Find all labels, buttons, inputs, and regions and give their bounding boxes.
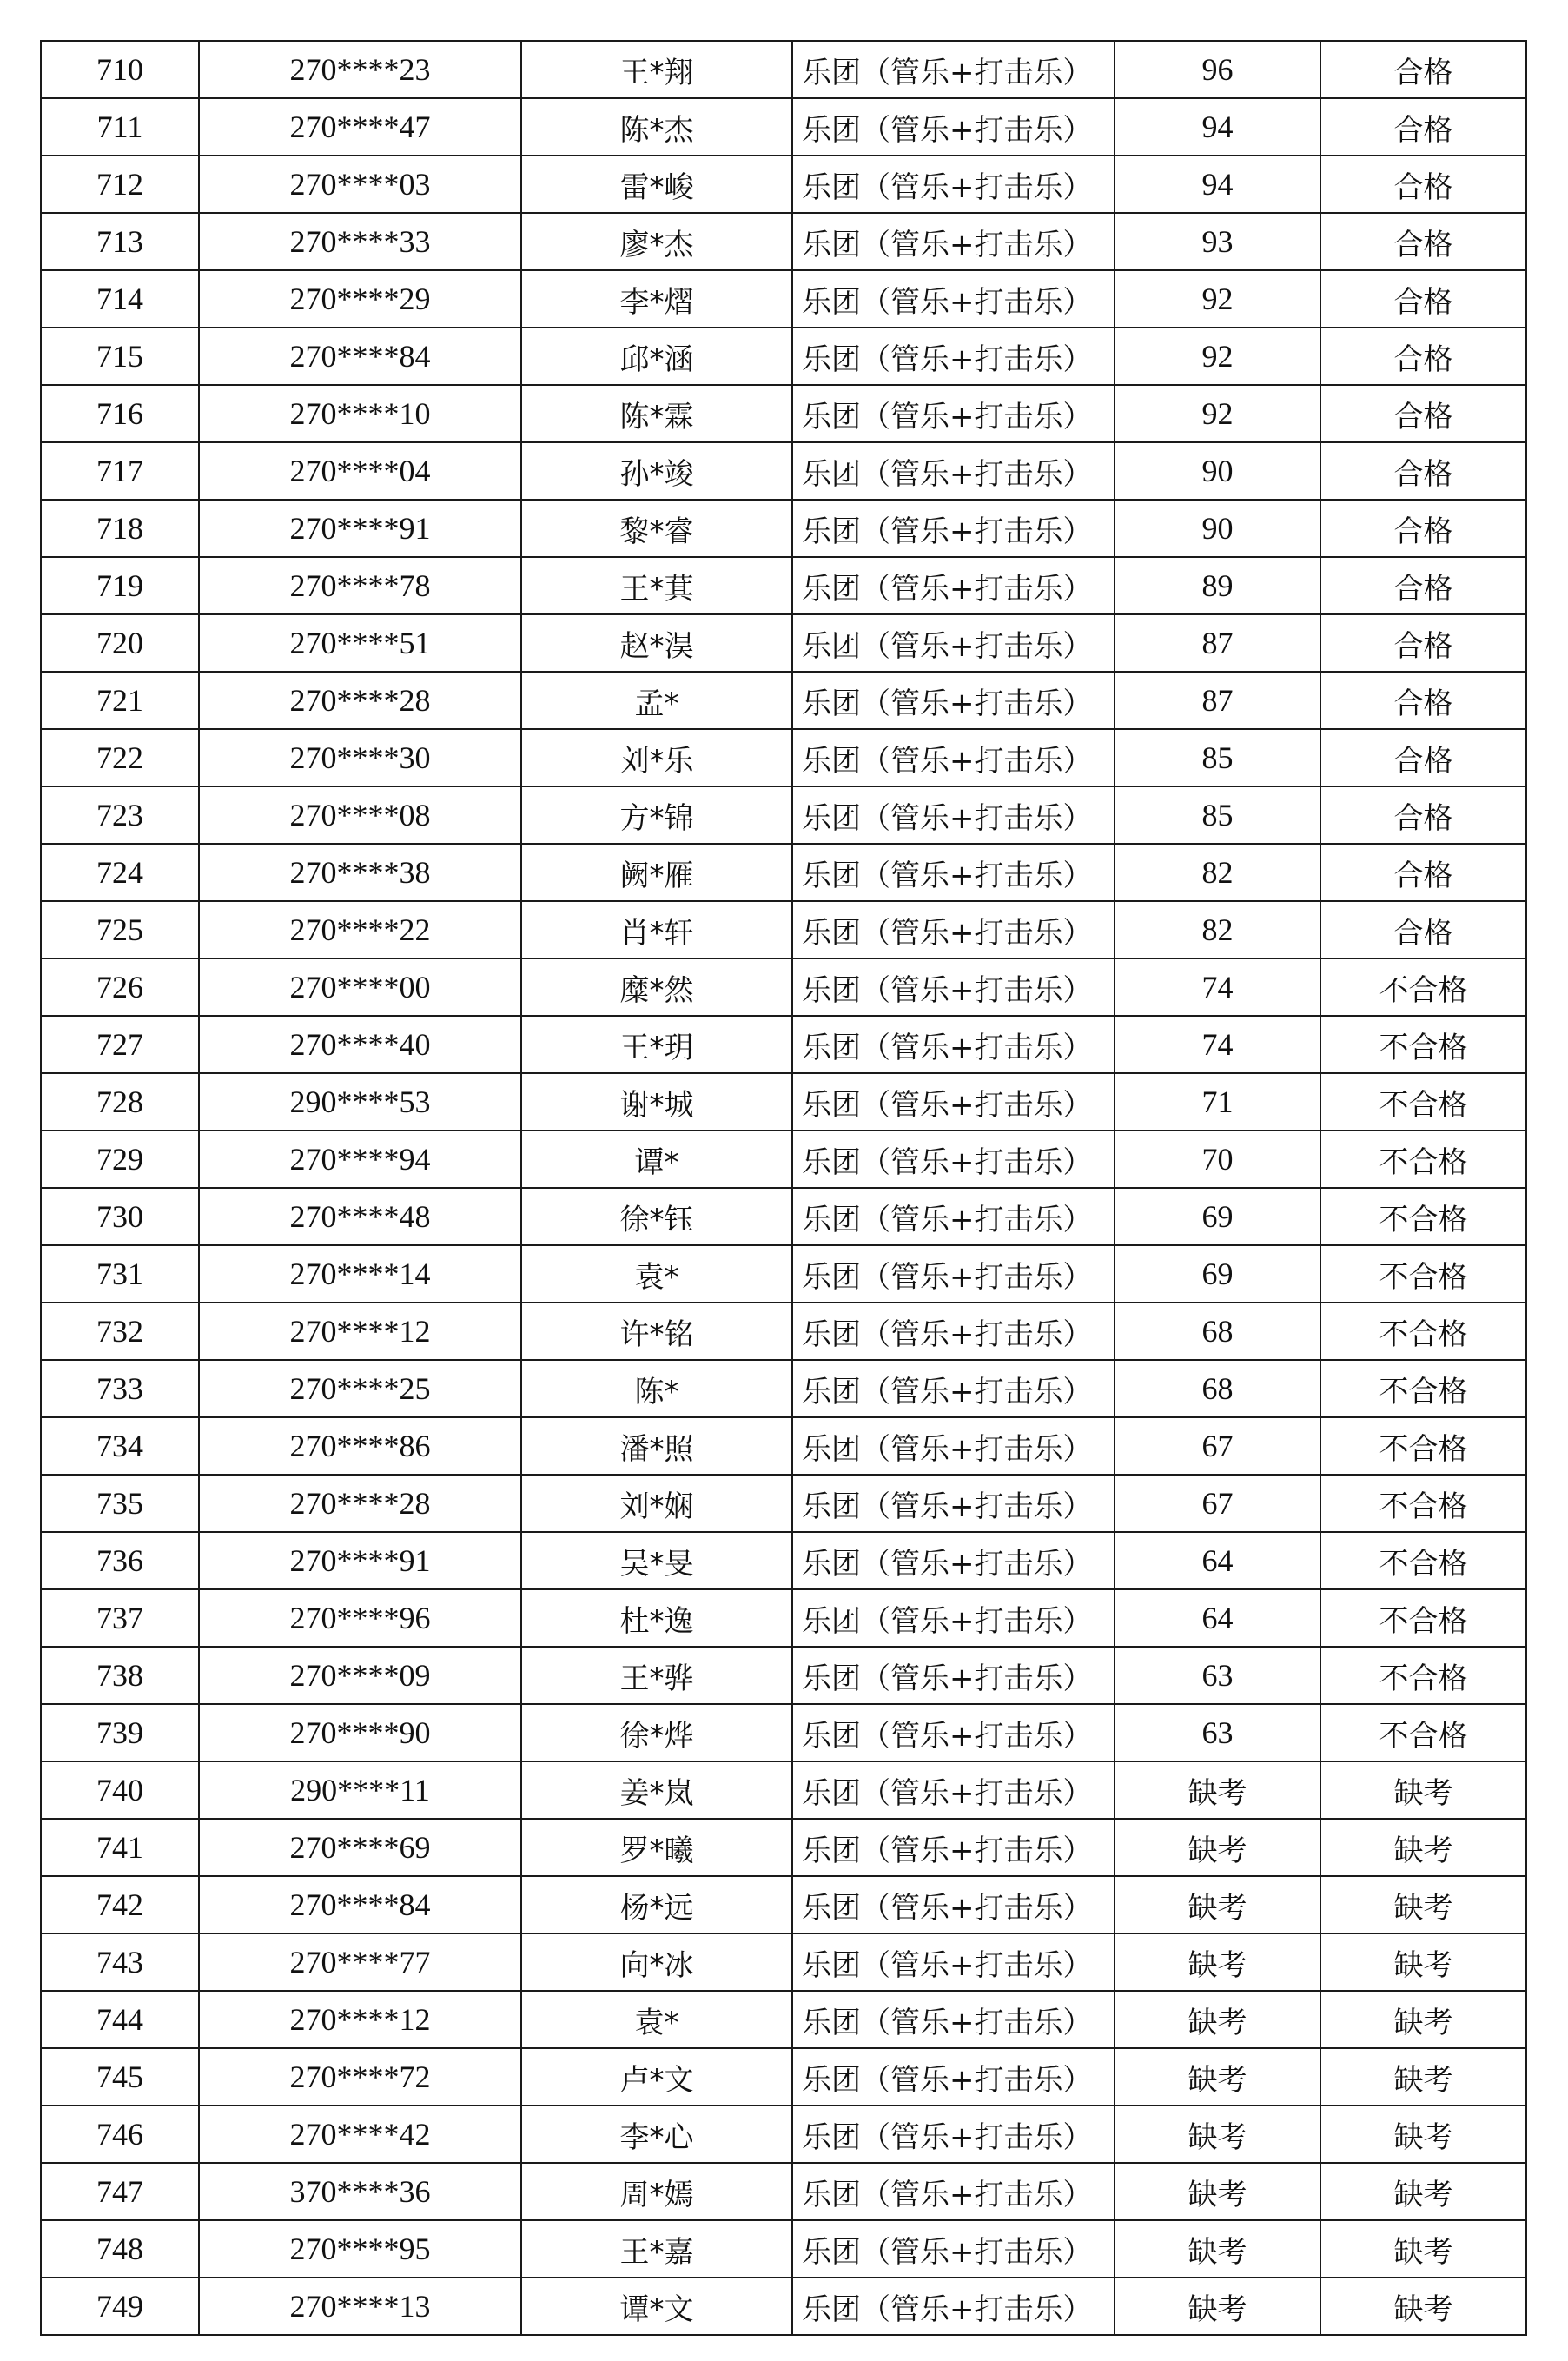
seq-cell: 729 <box>41 1131 199 1188</box>
score-cell: 94 <box>1115 156 1320 213</box>
name-cell: 吴*旻 <box>521 1532 792 1589</box>
result-cell: 不合格 <box>1320 1303 1526 1360</box>
id-cell: 270****30 <box>199 729 521 786</box>
seq-cell: 740 <box>41 1761 199 1819</box>
table-row <box>41 786 1526 844</box>
table-row <box>41 2048 1526 2106</box>
name-cell: 孟* <box>521 672 792 729</box>
seq-cell: 725 <box>41 901 199 958</box>
item-cell: 乐团（管乐+打击乐） <box>792 1819 1115 1876</box>
table-row <box>41 1245 1526 1303</box>
result-cell: 合格 <box>1320 328 1526 385</box>
score-cell: 74 <box>1115 1016 1320 1073</box>
id-cell: 270****51 <box>199 614 521 672</box>
score-cell: 64 <box>1115 1589 1320 1647</box>
name-cell: 李*熠 <box>521 270 792 328</box>
table-row <box>41 1532 1526 1589</box>
item-cell: 乐团（管乐+打击乐） <box>792 2278 1115 2335</box>
result-cell: 不合格 <box>1320 1188 1526 1245</box>
name-cell: 周*嫣 <box>521 2163 792 2220</box>
table-row <box>41 1417 1526 1475</box>
seq-cell: 738 <box>41 1647 199 1704</box>
item-cell: 乐团（管乐+打击乐） <box>792 2048 1115 2106</box>
id-cell: 270****28 <box>199 672 521 729</box>
result-cell: 不合格 <box>1320 1532 1526 1589</box>
result-cell: 不合格 <box>1320 1589 1526 1647</box>
score-cell: 69 <box>1115 1188 1320 1245</box>
seq-cell: 749 <box>41 2278 199 2335</box>
result-cell: 合格 <box>1320 385 1526 442</box>
item-cell: 乐团（管乐+打击乐） <box>792 1303 1115 1360</box>
score-cell: 70 <box>1115 1131 1320 1188</box>
seq-cell: 714 <box>41 270 199 328</box>
id-cell: 270****09 <box>199 1647 521 1704</box>
item-cell: 乐团（管乐+打击乐） <box>792 1704 1115 1761</box>
item-cell: 乐团（管乐+打击乐） <box>792 1647 1115 1704</box>
id-cell: 270****90 <box>199 1704 521 1761</box>
score-cell: 92 <box>1115 385 1320 442</box>
table-row <box>41 1073 1526 1131</box>
name-cell: 罗*曦 <box>521 1819 792 1876</box>
name-cell: 袁* <box>521 1245 792 1303</box>
id-cell: 270****08 <box>199 786 521 844</box>
name-cell: 王*骅 <box>521 1647 792 1704</box>
seq-cell: 728 <box>41 1073 199 1131</box>
score-cell: 87 <box>1115 614 1320 672</box>
name-cell: 赵*淏 <box>521 614 792 672</box>
score-cell: 缺考 <box>1115 1876 1320 1933</box>
seq-cell: 724 <box>41 844 199 901</box>
seq-cell: 715 <box>41 328 199 385</box>
item-cell: 乐团（管乐+打击乐） <box>792 156 1115 213</box>
name-cell: 黎*睿 <box>521 500 792 557</box>
result-cell: 缺考 <box>1320 2220 1526 2278</box>
item-cell: 乐团（管乐+打击乐） <box>792 557 1115 614</box>
result-cell: 不合格 <box>1320 1475 1526 1532</box>
score-cell: 缺考 <box>1115 2106 1320 2163</box>
result-cell: 合格 <box>1320 672 1526 729</box>
name-cell: 李*心 <box>521 2106 792 2163</box>
score-cell: 64 <box>1115 1532 1320 1589</box>
score-cell: 90 <box>1115 442 1320 500</box>
name-cell: 王*玥 <box>521 1016 792 1073</box>
table-row <box>41 1303 1526 1360</box>
id-cell: 270****47 <box>199 98 521 156</box>
score-cell: 85 <box>1115 729 1320 786</box>
table-row <box>41 1016 1526 1073</box>
name-cell: 糜*然 <box>521 958 792 1016</box>
item-cell: 乐团（管乐+打击乐） <box>792 2220 1115 2278</box>
result-cell: 合格 <box>1320 844 1526 901</box>
name-cell: 谭* <box>521 1131 792 1188</box>
score-cell: 85 <box>1115 786 1320 844</box>
id-cell: 270****91 <box>199 500 521 557</box>
item-cell: 乐团（管乐+打击乐） <box>792 1532 1115 1589</box>
id-cell: 270****72 <box>199 2048 521 2106</box>
seq-cell: 717 <box>41 442 199 500</box>
score-cell: 缺考 <box>1115 2278 1320 2335</box>
id-cell: 270****42 <box>199 2106 521 2163</box>
item-cell: 乐团（管乐+打击乐） <box>792 672 1115 729</box>
table-row <box>41 270 1526 328</box>
item-cell: 乐团（管乐+打击乐） <box>792 442 1115 500</box>
item-cell: 乐团（管乐+打击乐） <box>792 1475 1115 1532</box>
seq-cell: 733 <box>41 1360 199 1417</box>
score-cell: 82 <box>1115 844 1320 901</box>
id-cell: 270****78 <box>199 557 521 614</box>
item-cell: 乐团（管乐+打击乐） <box>792 385 1115 442</box>
item-cell: 乐团（管乐+打击乐） <box>792 1016 1115 1073</box>
item-cell: 乐团（管乐+打击乐） <box>792 1991 1115 2048</box>
score-cell: 缺考 <box>1115 1761 1320 1819</box>
seq-cell: 722 <box>41 729 199 786</box>
item-cell: 乐团（管乐+打击乐） <box>792 729 1115 786</box>
item-cell: 乐团（管乐+打击乐） <box>792 1933 1115 1991</box>
name-cell: 潘*照 <box>521 1417 792 1475</box>
seq-cell: 719 <box>41 557 199 614</box>
result-cell: 缺考 <box>1320 2048 1526 2106</box>
score-cell: 缺考 <box>1115 2220 1320 2278</box>
seq-cell: 711 <box>41 98 199 156</box>
table-row <box>41 672 1526 729</box>
seq-cell: 732 <box>41 1303 199 1360</box>
name-cell: 廖*杰 <box>521 213 792 270</box>
seq-cell: 745 <box>41 2048 199 2106</box>
name-cell: 谢*城 <box>521 1073 792 1131</box>
id-cell: 270****03 <box>199 156 521 213</box>
table-row <box>41 442 1526 500</box>
table-row <box>41 2220 1526 2278</box>
name-cell: 陈*霖 <box>521 385 792 442</box>
table-row <box>41 1131 1526 1188</box>
table-row <box>41 1704 1526 1761</box>
id-cell: 270****29 <box>199 270 521 328</box>
item-cell: 乐团（管乐+打击乐） <box>792 958 1115 1016</box>
name-cell: 王*嘉 <box>521 2220 792 2278</box>
id-cell: 270****22 <box>199 901 521 958</box>
table-row <box>41 1589 1526 1647</box>
score-cell: 71 <box>1115 1073 1320 1131</box>
name-cell: 谭*文 <box>521 2278 792 2335</box>
result-cell: 不合格 <box>1320 958 1526 1016</box>
table-row <box>41 1761 1526 1819</box>
result-cell: 合格 <box>1320 729 1526 786</box>
result-cell: 合格 <box>1320 156 1526 213</box>
item-cell: 乐团（管乐+打击乐） <box>792 1589 1115 1647</box>
result-cell: 不合格 <box>1320 1360 1526 1417</box>
seq-cell: 716 <box>41 385 199 442</box>
score-cell: 63 <box>1115 1704 1320 1761</box>
id-cell: 270****33 <box>199 213 521 270</box>
id-cell: 370****36 <box>199 2163 521 2220</box>
seq-cell: 731 <box>41 1245 199 1303</box>
table-row <box>41 1647 1526 1704</box>
score-cell: 68 <box>1115 1303 1320 1360</box>
item-cell: 乐团（管乐+打击乐） <box>792 213 1115 270</box>
table-row <box>41 1933 1526 1991</box>
item-cell: 乐团（管乐+打击乐） <box>792 41 1115 98</box>
score-cell: 69 <box>1115 1245 1320 1303</box>
id-cell: 270****12 <box>199 1303 521 1360</box>
results-table <box>40 40 1527 2336</box>
table-row <box>41 1360 1526 1417</box>
table-row <box>41 614 1526 672</box>
id-cell: 270****25 <box>199 1360 521 1417</box>
item-cell: 乐团（管乐+打击乐） <box>792 614 1115 672</box>
seq-cell: 739 <box>41 1704 199 1761</box>
seq-cell: 742 <box>41 1876 199 1933</box>
seq-cell: 735 <box>41 1475 199 1532</box>
score-cell: 93 <box>1115 213 1320 270</box>
name-cell: 王*翔 <box>521 41 792 98</box>
score-cell: 63 <box>1115 1647 1320 1704</box>
item-cell: 乐团（管乐+打击乐） <box>792 98 1115 156</box>
seq-cell: 734 <box>41 1417 199 1475</box>
item-cell: 乐团（管乐+打击乐） <box>792 901 1115 958</box>
table-row <box>41 385 1526 442</box>
table-row <box>41 156 1526 213</box>
id-cell: 270****94 <box>199 1131 521 1188</box>
score-cell: 87 <box>1115 672 1320 729</box>
name-cell: 孙*竣 <box>521 442 792 500</box>
result-cell: 不合格 <box>1320 1073 1526 1131</box>
result-cell: 合格 <box>1320 500 1526 557</box>
result-cell: 缺考 <box>1320 1761 1526 1819</box>
result-cell: 不合格 <box>1320 1647 1526 1704</box>
seq-cell: 723 <box>41 786 199 844</box>
result-cell: 不合格 <box>1320 1417 1526 1475</box>
item-cell: 乐团（管乐+打击乐） <box>792 1188 1115 1245</box>
item-cell: 乐团（管乐+打击乐） <box>792 786 1115 844</box>
table-row <box>41 1819 1526 1876</box>
score-cell: 82 <box>1115 901 1320 958</box>
seq-cell: 744 <box>41 1991 199 2048</box>
name-cell: 刘*娴 <box>521 1475 792 1532</box>
seq-cell: 746 <box>41 2106 199 2163</box>
id-cell: 270****10 <box>199 385 521 442</box>
table-row <box>41 729 1526 786</box>
id-cell: 270****23 <box>199 41 521 98</box>
seq-cell: 736 <box>41 1532 199 1589</box>
id-cell: 270****91 <box>199 1532 521 1589</box>
item-cell: 乐团（管乐+打击乐） <box>792 1245 1115 1303</box>
name-cell: 雷*峻 <box>521 156 792 213</box>
item-cell: 乐团（管乐+打击乐） <box>792 2163 1115 2220</box>
result-cell: 合格 <box>1320 41 1526 98</box>
table-row <box>41 2163 1526 2220</box>
id-cell: 270****96 <box>199 1589 521 1647</box>
result-cell: 合格 <box>1320 213 1526 270</box>
name-cell: 姜*岚 <box>521 1761 792 1819</box>
result-cell: 缺考 <box>1320 2106 1526 2163</box>
score-cell: 67 <box>1115 1417 1320 1475</box>
result-cell: 合格 <box>1320 270 1526 328</box>
score-cell: 90 <box>1115 500 1320 557</box>
result-cell: 缺考 <box>1320 1819 1526 1876</box>
table-row <box>41 41 1526 98</box>
id-cell: 270****86 <box>199 1417 521 1475</box>
item-cell: 乐团（管乐+打击乐） <box>792 844 1115 901</box>
id-cell: 270****69 <box>199 1819 521 1876</box>
seq-cell: 721 <box>41 672 199 729</box>
score-cell: 缺考 <box>1115 1933 1320 1991</box>
id-cell: 270****14 <box>199 1245 521 1303</box>
name-cell: 袁* <box>521 1991 792 2048</box>
name-cell: 方*锦 <box>521 786 792 844</box>
result-cell: 合格 <box>1320 901 1526 958</box>
result-cell: 缺考 <box>1320 1876 1526 1933</box>
name-cell: 陈* <box>521 1360 792 1417</box>
item-cell: 乐团（管乐+打击乐） <box>792 1417 1115 1475</box>
id-cell: 290****53 <box>199 1073 521 1131</box>
seq-cell: 720 <box>41 614 199 672</box>
score-cell: 94 <box>1115 98 1320 156</box>
score-cell: 缺考 <box>1115 1991 1320 2048</box>
name-cell: 刘*乐 <box>521 729 792 786</box>
result-cell: 缺考 <box>1320 1991 1526 2048</box>
table-row <box>41 98 1526 156</box>
result-cell: 合格 <box>1320 557 1526 614</box>
result-cell: 缺考 <box>1320 1933 1526 1991</box>
seq-cell: 712 <box>41 156 199 213</box>
result-cell: 合格 <box>1320 442 1526 500</box>
name-cell: 陈*杰 <box>521 98 792 156</box>
table-row <box>41 2106 1526 2163</box>
table-row <box>41 2278 1526 2335</box>
score-cell: 缺考 <box>1115 1819 1320 1876</box>
id-cell: 270****77 <box>199 1933 521 1991</box>
name-cell: 肖*轩 <box>521 901 792 958</box>
id-cell: 270****13 <box>199 2278 521 2335</box>
item-cell: 乐团（管乐+打击乐） <box>792 270 1115 328</box>
id-cell: 270****48 <box>199 1188 521 1245</box>
name-cell: 阙*雁 <box>521 844 792 901</box>
results-table-body <box>41 41 1526 2335</box>
id-cell: 270****38 <box>199 844 521 901</box>
name-cell: 王*萁 <box>521 557 792 614</box>
item-cell: 乐团（管乐+打击乐） <box>792 1761 1115 1819</box>
name-cell: 杨*远 <box>521 1876 792 1933</box>
name-cell: 杜*逸 <box>521 1589 792 1647</box>
item-cell: 乐团（管乐+打击乐） <box>792 1073 1115 1131</box>
item-cell: 乐团（管乐+打击乐） <box>792 2106 1115 2163</box>
id-cell: 270****84 <box>199 328 521 385</box>
seq-cell: 730 <box>41 1188 199 1245</box>
seq-cell: 747 <box>41 2163 199 2220</box>
table-row <box>41 328 1526 385</box>
score-cell: 67 <box>1115 1475 1320 1532</box>
item-cell: 乐团（管乐+打击乐） <box>792 328 1115 385</box>
name-cell: 邱*涵 <box>521 328 792 385</box>
result-cell: 合格 <box>1320 614 1526 672</box>
seq-cell: 743 <box>41 1933 199 1991</box>
seq-cell: 748 <box>41 2220 199 2278</box>
score-cell: 96 <box>1115 41 1320 98</box>
result-cell: 缺考 <box>1320 2278 1526 2335</box>
name-cell: 向*冰 <box>521 1933 792 1991</box>
seq-cell: 710 <box>41 41 199 98</box>
seq-cell: 726 <box>41 958 199 1016</box>
name-cell: 许*铭 <box>521 1303 792 1360</box>
seq-cell: 727 <box>41 1016 199 1073</box>
score-cell: 缺考 <box>1115 2048 1320 2106</box>
item-cell: 乐团（管乐+打击乐） <box>792 1360 1115 1417</box>
table-row <box>41 1991 1526 2048</box>
seq-cell: 741 <box>41 1819 199 1876</box>
score-cell: 68 <box>1115 1360 1320 1417</box>
id-cell: 290****11 <box>199 1761 521 1819</box>
result-cell: 不合格 <box>1320 1704 1526 1761</box>
score-cell: 缺考 <box>1115 2163 1320 2220</box>
item-cell: 乐团（管乐+打击乐） <box>792 1876 1115 1933</box>
item-cell: 乐团（管乐+打击乐） <box>792 500 1115 557</box>
id-cell: 270****95 <box>199 2220 521 2278</box>
score-cell: 92 <box>1115 270 1320 328</box>
id-cell: 270****84 <box>199 1876 521 1933</box>
id-cell: 270****04 <box>199 442 521 500</box>
table-row <box>41 958 1526 1016</box>
id-cell: 270****28 <box>199 1475 521 1532</box>
score-cell: 89 <box>1115 557 1320 614</box>
table-row <box>41 1188 1526 1245</box>
seq-cell: 718 <box>41 500 199 557</box>
id-cell: 270****12 <box>199 1991 521 2048</box>
table-row <box>41 1876 1526 1933</box>
name-cell: 徐*钰 <box>521 1188 792 1245</box>
table-row <box>41 1475 1526 1532</box>
result-cell: 合格 <box>1320 98 1526 156</box>
result-cell: 不合格 <box>1320 1016 1526 1073</box>
seq-cell: 737 <box>41 1589 199 1647</box>
id-cell: 270****40 <box>199 1016 521 1073</box>
result-cell: 不合格 <box>1320 1245 1526 1303</box>
result-cell: 不合格 <box>1320 1131 1526 1188</box>
table-row <box>41 500 1526 557</box>
seq-cell: 713 <box>41 213 199 270</box>
result-cell: 合格 <box>1320 786 1526 844</box>
item-cell: 乐团（管乐+打击乐） <box>792 1131 1115 1188</box>
score-cell: 92 <box>1115 328 1320 385</box>
id-cell: 270****00 <box>199 958 521 1016</box>
name-cell: 卢*文 <box>521 2048 792 2106</box>
score-cell: 74 <box>1115 958 1320 1016</box>
result-cell: 缺考 <box>1320 2163 1526 2220</box>
name-cell: 徐*烨 <box>521 1704 792 1761</box>
table-row <box>41 901 1526 958</box>
table-row <box>41 557 1526 614</box>
table-row <box>41 213 1526 270</box>
table-row <box>41 844 1526 901</box>
